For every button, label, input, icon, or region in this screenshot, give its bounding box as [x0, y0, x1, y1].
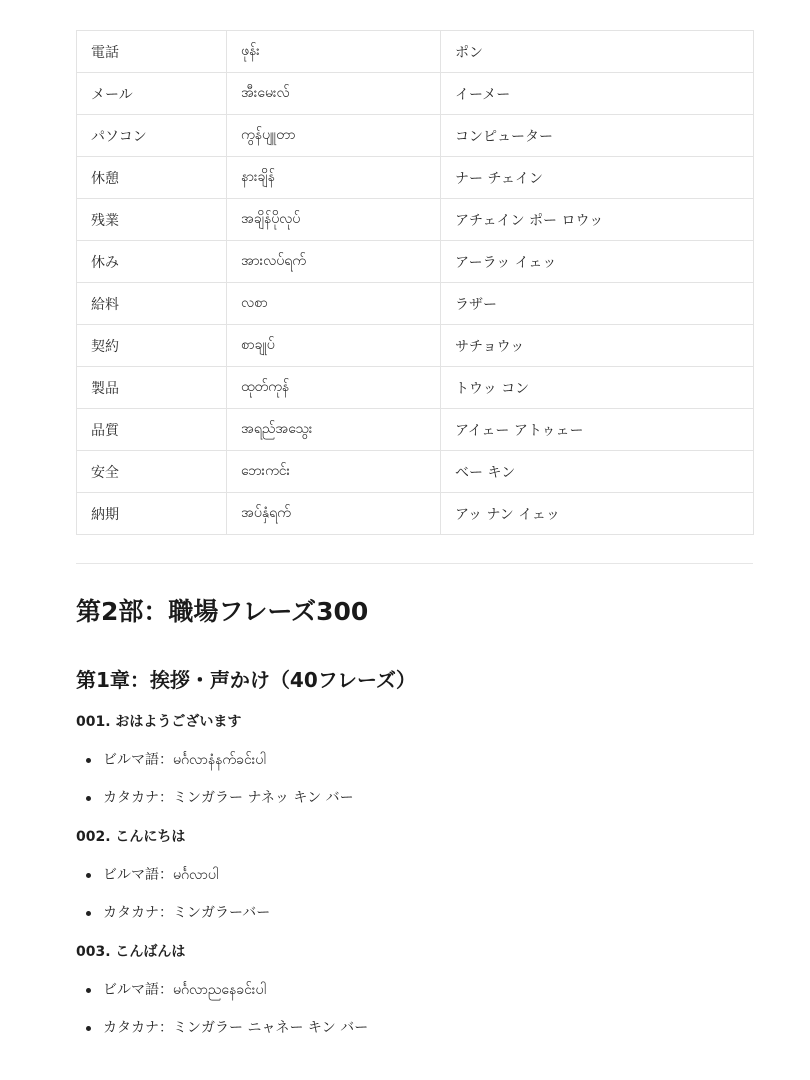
table-row — [77, 325, 754, 367]
phrase-list — [76, 980, 753, 1038]
japanese-cell: メール — [77, 73, 227, 115]
katakana-cell: コンピューター — [441, 115, 754, 157]
japanese-cell: 製品 — [77, 367, 227, 409]
japanese-cell: 品質 — [77, 409, 227, 451]
katakana-cell: イーメー — [441, 73, 754, 115]
list-item-burmese: ビルマ語：မင်္ဂလာပါ — [76, 865, 753, 885]
table-row — [77, 199, 754, 241]
chapter-title: 第1章：挨拶・声かけ（40フレーズ） — [76, 668, 416, 692]
table-row — [77, 157, 754, 199]
phrase-heading: 002. こんにちは — [76, 829, 186, 845]
katakana-cell: アーラッ イェッ — [441, 241, 754, 283]
table-row — [77, 241, 754, 283]
phrase-heading: 001. おはようございます — [76, 714, 242, 730]
part-title: 第2部：職場フレーズ300 — [76, 597, 369, 626]
phrase-list — [76, 750, 753, 808]
katakana-cell: トウッ コン — [441, 367, 754, 409]
katakana-cell: ラザー — [441, 283, 754, 325]
table-row — [77, 493, 754, 535]
list-item-katakana: カタカナ：ミンガラーバー — [76, 903, 753, 923]
list-item-burmese: ビルマ語：မင်္ဂလာနံနက်ခင်းပါ — [76, 750, 753, 770]
burmese-cell: ဘေးကင်း — [227, 451, 441, 493]
table-row — [77, 115, 754, 157]
list-item-katakana: カタカナ：ミンガラー ニャネー キン バー — [76, 1018, 753, 1038]
burmese-cell: အပ်နှံရက် — [227, 493, 441, 535]
burmese-cell: အချိန်ပိုလုပ် — [227, 199, 441, 241]
japanese-cell: 休み — [77, 241, 227, 283]
katakana-cell: ナー チェイン — [441, 157, 754, 199]
japanese-cell: 安全 — [77, 451, 227, 493]
phrase-list — [76, 865, 753, 923]
japanese-cell: 給料 — [77, 283, 227, 325]
burmese-cell: နားချိန် — [227, 157, 441, 199]
burmese-cell: ဖုန်း — [227, 31, 441, 73]
burmese-cell: အရည်အသွေး — [227, 409, 441, 451]
list-item-burmese: ビルマ語：မင်္ဂလာညနေခင်းပါ — [76, 980, 753, 1000]
table-row — [77, 451, 754, 493]
phrase-entry — [76, 712, 753, 808]
table-row — [77, 73, 754, 115]
table-row — [77, 31, 754, 73]
burmese-cell: ကွန်ပျူတာ — [227, 115, 441, 157]
table-row — [77, 367, 754, 409]
japanese-cell: 納期 — [77, 493, 227, 535]
vocabulary-table — [76, 30, 754, 535]
burmese-cell: အားလပ်ရက် — [227, 241, 441, 283]
japanese-cell: 休憩 — [77, 157, 227, 199]
table-row — [77, 409, 754, 451]
katakana-cell: アッ ナン イェッ — [441, 493, 754, 535]
document-page — [76, 30, 753, 1038]
section-divider — [76, 563, 753, 564]
phrase-entry — [76, 942, 753, 1038]
burmese-cell: ထုတ်ကုန် — [227, 367, 441, 409]
phrase-heading: 003. こんばんは — [76, 944, 186, 960]
table-row — [77, 283, 754, 325]
katakana-cell: サチョウッ — [441, 325, 754, 367]
katakana-cell: ポン — [441, 31, 754, 73]
japanese-cell: 契約 — [77, 325, 227, 367]
phrase-entry — [76, 827, 753, 923]
japanese-cell: 残業 — [77, 199, 227, 241]
japanese-cell: 電話 — [77, 31, 227, 73]
japanese-cell: パソコン — [77, 115, 227, 157]
katakana-cell: アチェイン ポー ロウッ — [441, 199, 754, 241]
burmese-cell: အီးမေးလ် — [227, 73, 441, 115]
burmese-cell: လစာ — [227, 283, 441, 325]
katakana-cell: ベー キン — [441, 451, 754, 493]
burmese-cell: စာချုပ် — [227, 325, 441, 367]
list-item-katakana: カタカナ：ミンガラー ナネッ キン バー — [76, 788, 753, 808]
katakana-cell: アイェー アトゥェー — [441, 409, 754, 451]
